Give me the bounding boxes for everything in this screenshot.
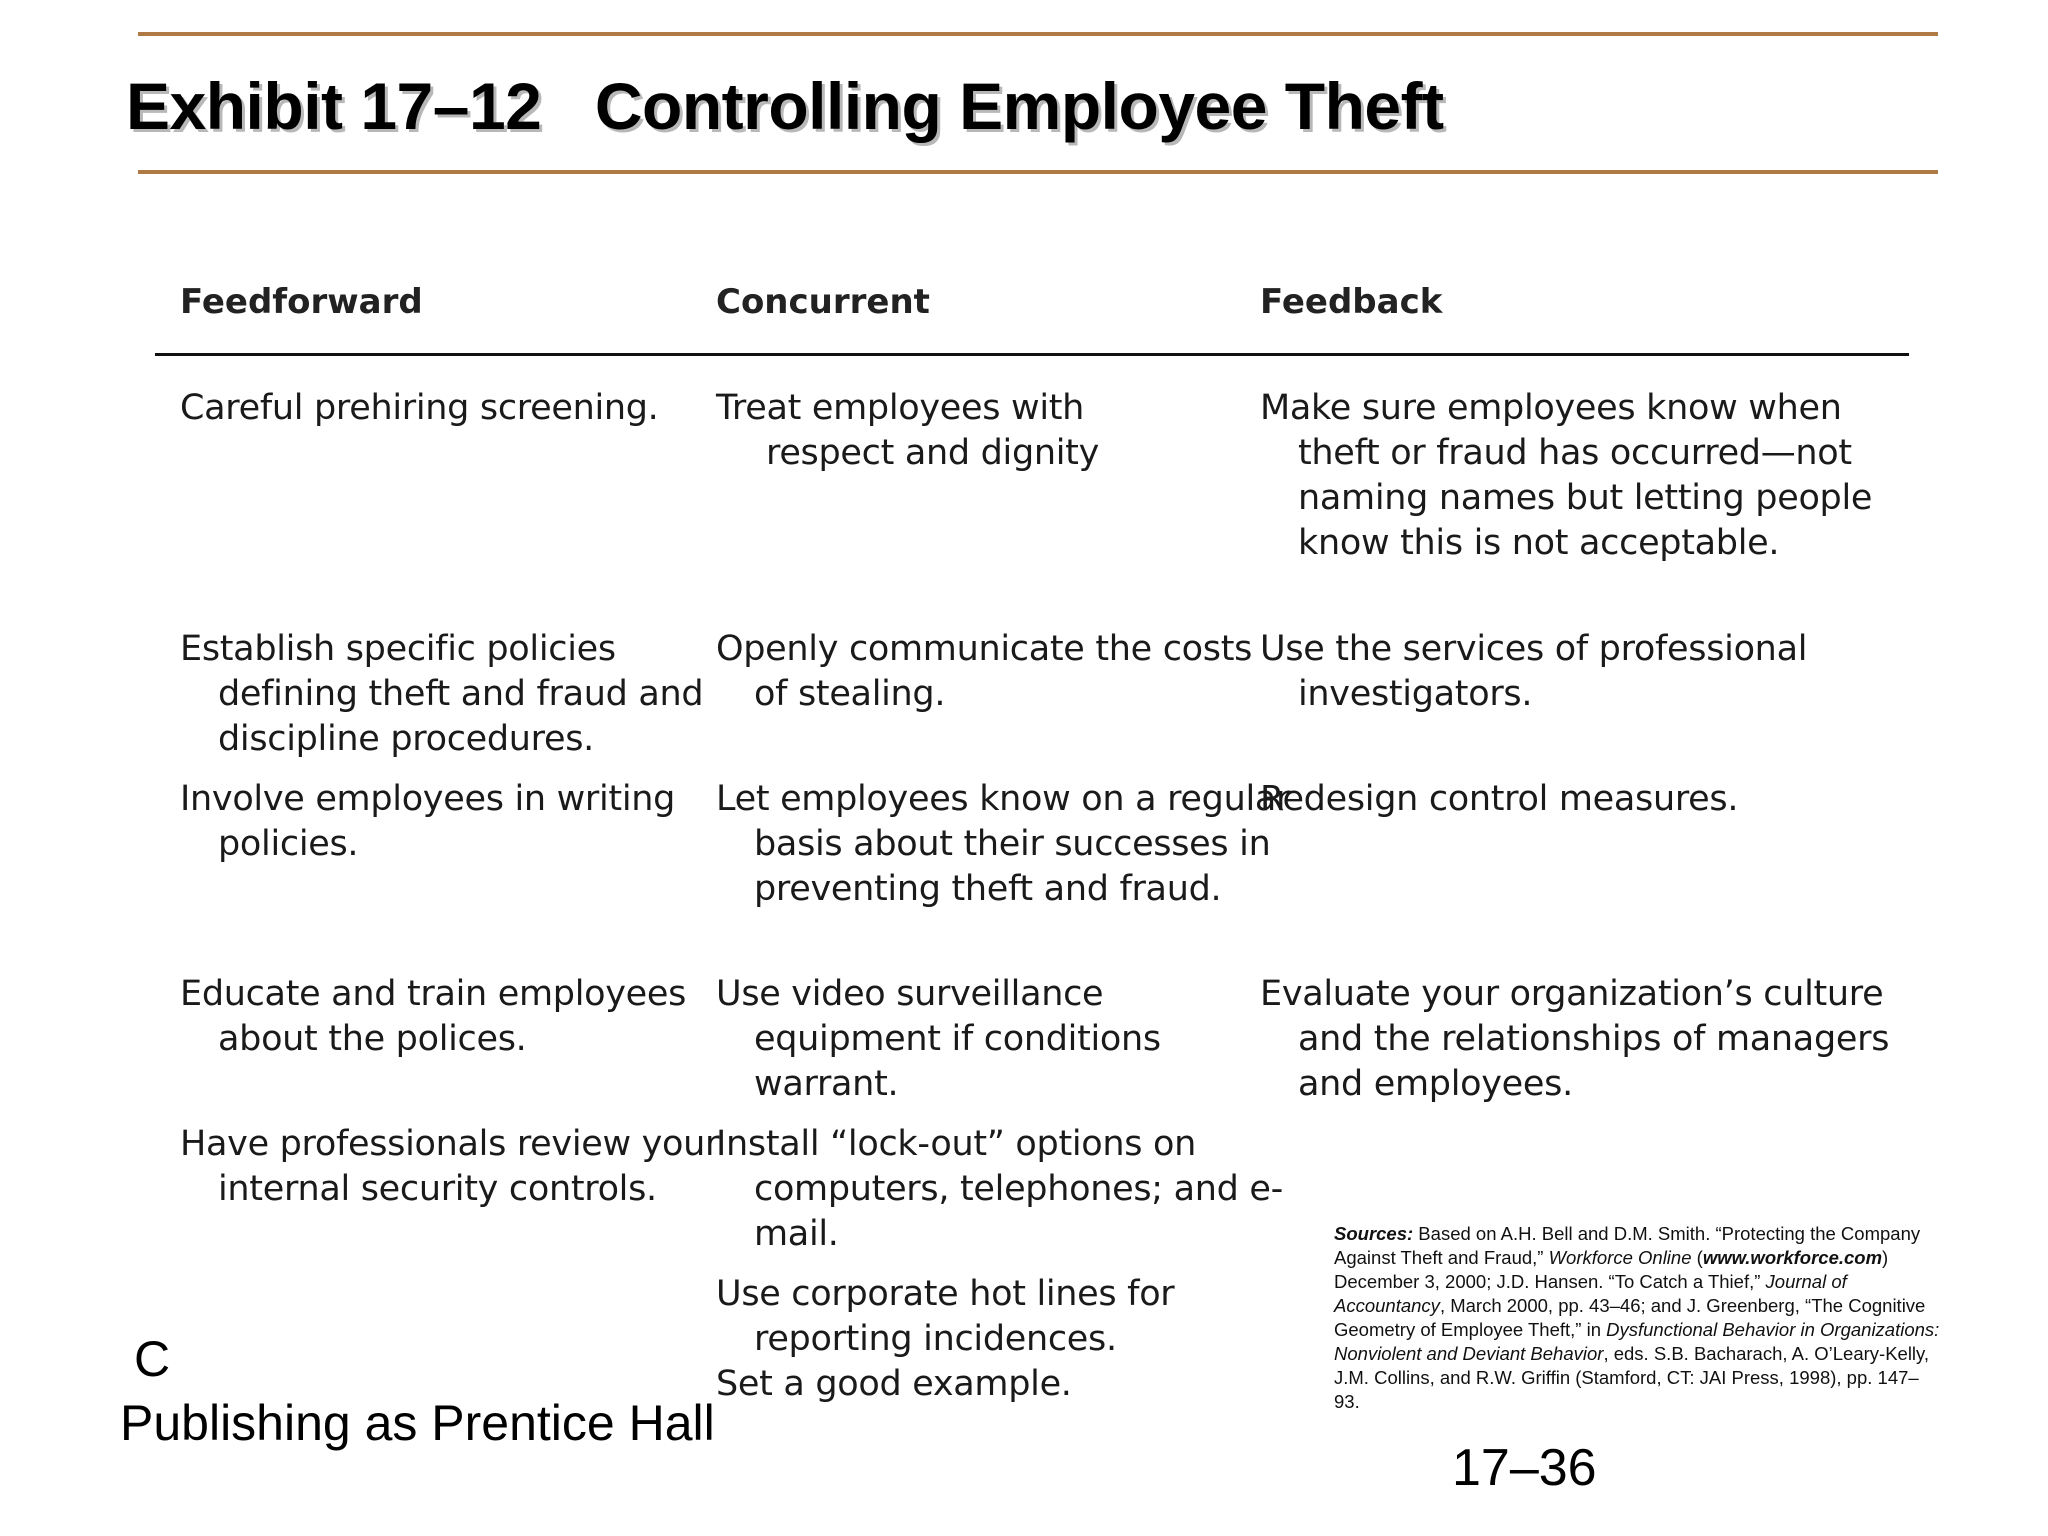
concurrent-item: Set a good example. <box>716 1364 1072 1404</box>
feedforward-item: Involve employees in writing policies. <box>180 779 676 864</box>
feedback-item: Use the services of professional investigators. <box>1260 629 1808 714</box>
feedback-column-header: Feedback <box>1260 282 1443 322</box>
feedforward-column-header: Feedforward <box>180 282 423 322</box>
slide-title: Exhibit 17–12 Controlling Employee Theft <box>126 69 1444 143</box>
feedback-item: Redesign control measures. <box>1260 779 1739 819</box>
feedforward-item: Careful prehiring screening. <box>180 388 659 428</box>
concurrent-item: Use corporate hot lines for reporting incidences. <box>716 1274 1175 1359</box>
citation-text: ) December 3, 2000; J.D. Hansen. “To Catch a Thief,” <box>1334 1247 1889 1292</box>
feedforward-item: Have professionals review your internal security controls. <box>180 1124 720 1209</box>
concurrent-item: Openly communicate the costs of stealing. <box>716 629 1253 714</box>
citation-text: ( <box>1691 1247 1703 1268</box>
citation-url: www.workforce.com <box>1702 1247 1883 1268</box>
citation-text: , eds. S.B. Bacharach, A. O’Leary-Kelly, J.M. Collins, and R.W. Griffin (Stamford, CT: JAI Press, 1998), pp. 147–93. <box>1334 1343 1930 1412</box>
feedback-item: Evaluate your organization’s culture and the relationships of managers and employees. <box>1260 974 1890 1104</box>
top-divider-rule <box>138 32 1938 36</box>
concurrent-column-header: Concurrent <box>716 282 930 322</box>
concurrent-item: Treat employees with respect and dignity <box>716 388 1100 473</box>
feedforward-item: Establish specific policies defining theft and fraud and discipline procedures. <box>180 629 704 759</box>
citation-title: Journal of Accountancy <box>1334 1271 1847 1316</box>
concurrent-item: Install “lock-out” options on computers, telephones; and e-mail. <box>716 1124 1283 1254</box>
title-underline-rule <box>138 170 1938 174</box>
concurrent-item: Let employees know on a regular basis about their successes in preventing theft and fraud. <box>716 779 1291 909</box>
citation-title: Workforce Online <box>1548 1247 1692 1268</box>
sources-citation <box>1334 1222 1940 1414</box>
concurrent-item: Use video surveillance equipment if conditions warrant. <box>716 974 1161 1104</box>
table-header-rule <box>155 353 1909 356</box>
feedback-item: Make sure employees know when theft or fraud has occurred—not naming names but letting people know this is not acceptable. <box>1260 388 1873 563</box>
copyright-fragment: C <box>134 1331 171 1387</box>
citation-title: Dysfunctional Behavior in Organizations: Nonviolent and Deviant Behavior <box>1334 1319 1940 1364</box>
sources-label: Sources: <box>1334 1223 1414 1244</box>
citation-text: , March 2000, pp. 43–46; and J. Greenberg, “The Cognitive Geometry of Employee Theft,” in <box>1334 1295 1926 1340</box>
citation-text: Based on A.H. Bell and D.M. Smith. “Protecting the Company Against Theft and Fraud,” <box>1334 1223 1921 1268</box>
publisher-footer: Publishing as Prentice Hall <box>120 1395 715 1451</box>
feedforward-item: Educate and train employees about the polices. <box>180 974 687 1059</box>
page-number: 17–36 <box>1452 1439 1597 1497</box>
